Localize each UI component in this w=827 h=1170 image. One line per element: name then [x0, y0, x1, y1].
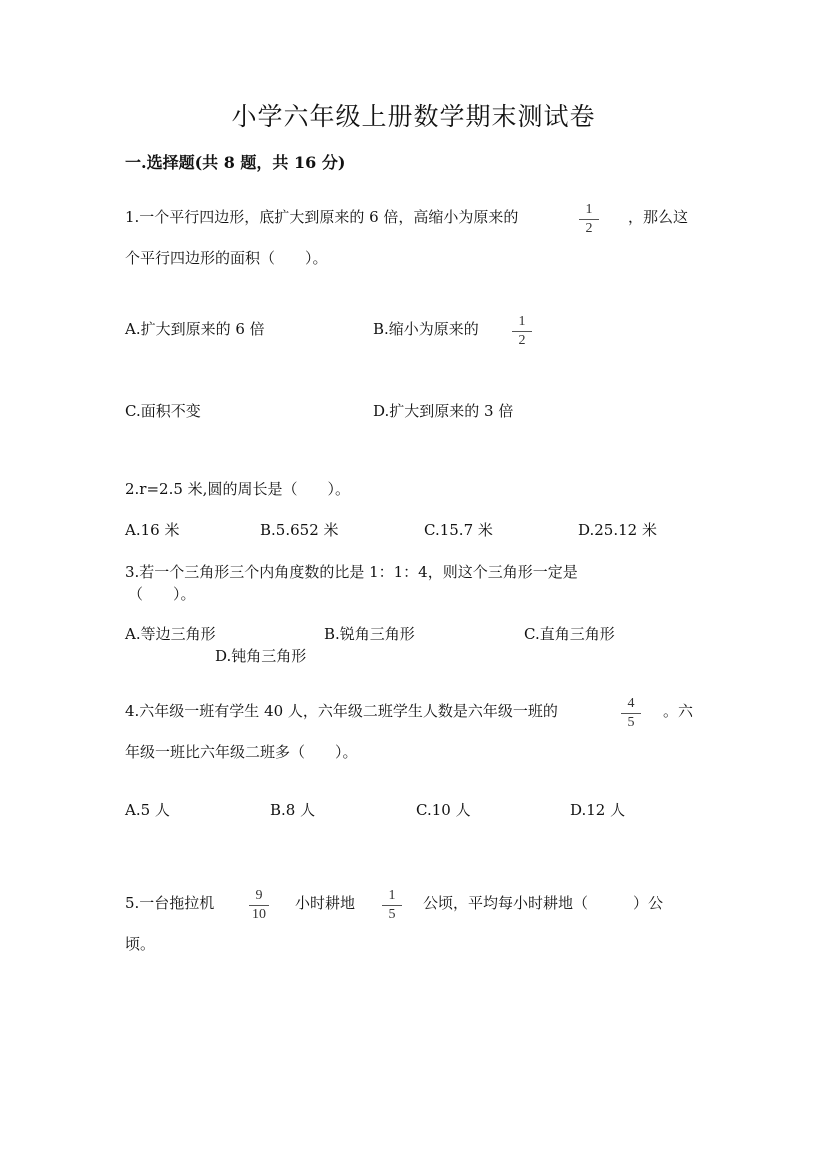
q1-text-b: ，那么这	[628, 208, 689, 226]
q5-text-d: 顷。	[125, 935, 156, 953]
q4-option-c[interactable]: C.10 人	[416, 801, 471, 819]
q3-option-d[interactable]: D.钝角三角形	[215, 647, 307, 665]
fraction-bar	[621, 713, 641, 714]
q3-text-a: 3.若一个三角形三个内角度数的比是 1：1：4，则这个三角形一定是	[125, 563, 578, 581]
q1-option-b-fraction	[510, 315, 534, 349]
fraction-bar	[249, 905, 269, 906]
q2-option-d[interactable]: D.25.12 米	[578, 521, 657, 539]
q5-fraction-2-numerator: 1	[388, 888, 396, 903]
q1-option-b-denominator: 2	[518, 333, 526, 348]
page-title: 小学六年级上册数学期末测试卷	[231, 102, 596, 131]
q5-text-a: 5.一台拖拉机	[125, 894, 215, 912]
q1-fraction-numerator: 1	[585, 202, 593, 217]
q5-text-c: 公顷，平均每小时耕地（ ）公	[423, 894, 664, 912]
q5-fraction-1-numerator: 9	[255, 888, 263, 903]
fraction-bar	[382, 905, 402, 906]
q4-fraction	[619, 697, 643, 731]
q1-option-d[interactable]: D.扩大到原来的 3 倍	[373, 402, 514, 420]
q2-option-c[interactable]: C.15.7 米	[424, 521, 493, 539]
q1-fraction	[577, 203, 601, 237]
q5-fraction-2	[380, 889, 404, 923]
q2-option-b[interactable]: B.5.652 米	[260, 521, 339, 539]
q1-text-c: 个平行四边形的面积（ ）。	[125, 249, 328, 267]
q4-fraction-numerator: 4	[627, 696, 635, 711]
q1-fraction-denominator: 2	[585, 221, 593, 236]
q3-text-b: （ ）。	[128, 585, 196, 603]
q4-option-a[interactable]: A.5 人	[125, 801, 170, 819]
q4-text-b: 。六	[663, 702, 694, 720]
fraction-bar	[579, 219, 599, 220]
section-heading: 一.选择题(共 8 题，共 16 分)	[125, 153, 346, 172]
q1-option-b[interactable]: B.缩小为原来的	[373, 320, 479, 338]
q4-fraction-denominator: 5	[627, 715, 635, 730]
q2-option-a[interactable]: A.16 米	[125, 521, 180, 539]
q4-option-d[interactable]: D.12 人	[570, 801, 626, 819]
q4-text-a: 4.六年级一班有学生 40 人，六年级二班学生人数是六年级一班的	[125, 702, 558, 720]
q4-option-b[interactable]: B.8 人	[270, 801, 316, 819]
q4-text-c: 年级一班比六年级二班多（ ）。	[125, 743, 358, 761]
q1-text-a: 1.一个平行四边形，底扩大到原来的 6 倍，高缩小为原来的	[125, 208, 519, 226]
q3-option-a[interactable]: A.等边三角形	[125, 625, 216, 643]
q3-option-c[interactable]: C.直角三角形	[524, 625, 615, 643]
q1-option-b-numerator: 1	[518, 314, 526, 329]
q1-option-a[interactable]: A.扩大到原来的 6 倍	[125, 320, 265, 338]
q2-text: 2.r=2.5 米,圆的周长是（ ）。	[125, 480, 350, 498]
q1-option-c[interactable]: C.面积不变	[125, 402, 201, 420]
q5-fraction-1-denominator: 10	[252, 907, 266, 922]
q5-fraction-2-denominator: 5	[388, 907, 396, 922]
fraction-bar	[512, 331, 532, 332]
q5-fraction-1	[247, 889, 271, 923]
q5-text-b: 小时耕地	[295, 894, 356, 912]
q3-option-b[interactable]: B.锐角三角形	[324, 625, 415, 643]
